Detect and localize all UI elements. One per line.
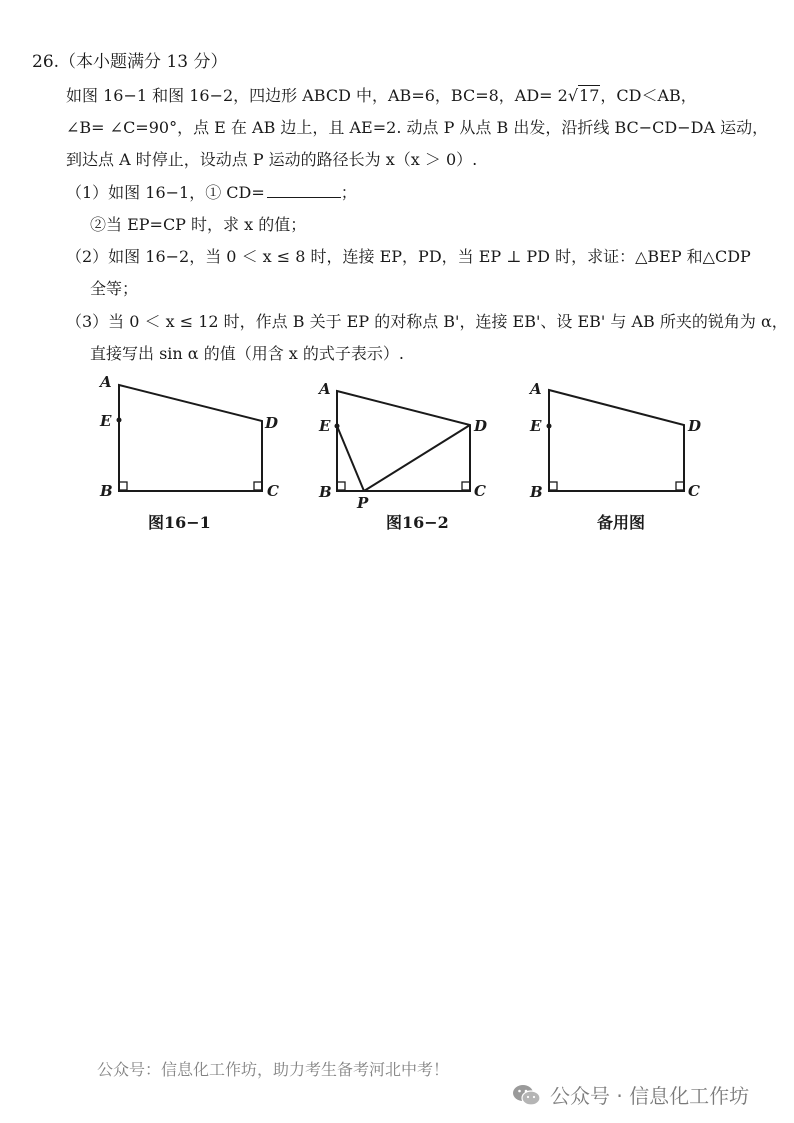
figure-backup	[522, 370, 722, 509]
right-angle-b	[119, 482, 127, 490]
problem-line-2: ∠B= ∠C=90°，点 E 在 AB 边上，且 AE=2. 动点 P 从点 B 出发，沿折线 BC−CD−DA 运动，	[66, 118, 769, 137]
segment-pd	[364, 425, 470, 491]
right-angle-b	[337, 482, 345, 490]
problem-line-1-b: ，CD＜AB，	[600, 86, 697, 105]
label-c: C	[474, 482, 486, 500]
part1-prompt: （1）如图 16−1，① CD=	[66, 183, 265, 202]
label-c: C	[688, 482, 700, 500]
part2-line-2: 全等；	[90, 279, 139, 298]
label-d: D	[688, 417, 702, 435]
right-angle-b	[549, 482, 557, 490]
point-e	[335, 424, 340, 429]
figure-16-2	[310, 370, 510, 514]
figure-16-1-svg	[92, 370, 292, 505]
label-c: C	[267, 482, 279, 500]
answer-blank	[267, 183, 341, 198]
problem-line-1	[66, 86, 697, 106]
label-d: D	[474, 417, 488, 435]
problem-line-1-a: 如图 16−1 和图 16−2，四边形 ABCD 中，AB=6，BC=8，AD= 2	[66, 86, 568, 105]
right-angle-c	[254, 482, 262, 490]
segment-ep	[337, 426, 364, 491]
part3-line-1: （3）当 0 ＜ x ≤ 12 时，作点 B 关于 EP 的对称点 B'，连接 EB'、设 EB' 与 AB 所夹的锐角为 α，	[66, 312, 788, 331]
point-e	[547, 424, 552, 429]
right-angle-c	[676, 482, 684, 490]
label-a: A	[319, 380, 331, 398]
figure-16-2-svg	[310, 370, 510, 510]
sqrt-symbol: √17	[567, 86, 600, 105]
label-d: D	[265, 414, 279, 432]
wechat-icon	[512, 1083, 542, 1107]
label-e: E	[530, 417, 542, 435]
label-b: B	[100, 482, 113, 500]
point-e	[117, 418, 122, 423]
caption-16-1: 图16−1	[148, 513, 211, 532]
part1-line-2: ②当 EP=CP 时，求 x 的值；	[90, 215, 307, 234]
label-b: B	[319, 483, 332, 501]
question-header: （本小题满分 13 分）	[59, 52, 228, 72]
label-a: A	[100, 373, 112, 391]
caption-16-2: 图16−2	[386, 513, 449, 532]
part2-line-1: （2）如图 16−2，当 0 ＜ x ≤ 8 时，连接 EP，PD，当 EP ⊥ PD 时，求证：△BEP 和△CDP	[66, 247, 751, 266]
label-p: P	[357, 494, 369, 510]
label-e: E	[319, 417, 331, 435]
problem-line-3: 到达点 A 时停止，设动点 P 运动的路径长为 x（x ＞ 0）.	[66, 150, 478, 169]
watermark-text: 公众号 · 信息化工作坊	[550, 1084, 750, 1108]
right-angle-c	[462, 482, 470, 490]
quadrilateral-abcd	[119, 385, 262, 491]
part1-end: ；	[340, 183, 357, 202]
caption-backup: 备用图	[597, 513, 646, 532]
question-number-text: 26.	[32, 52, 60, 72]
label-b: B	[530, 483, 543, 501]
sqrt-radicand: 17	[579, 86, 600, 105]
figure-16-1	[92, 370, 292, 509]
label-a: A	[530, 380, 542, 398]
footer-note: 公众号：信息化工作坊，助力考生备考河北中考！	[97, 1060, 450, 1079]
quadrilateral-abcd	[549, 390, 684, 491]
figure-backup-svg	[522, 370, 722, 505]
part1-line-1	[66, 183, 357, 203]
question-number	[32, 52, 228, 72]
part3-line-2: 直接写出 sin α 的值（用含 x 的式子表示）.	[90, 344, 404, 363]
watermark	[512, 1080, 749, 1109]
label-e: E	[100, 412, 112, 430]
